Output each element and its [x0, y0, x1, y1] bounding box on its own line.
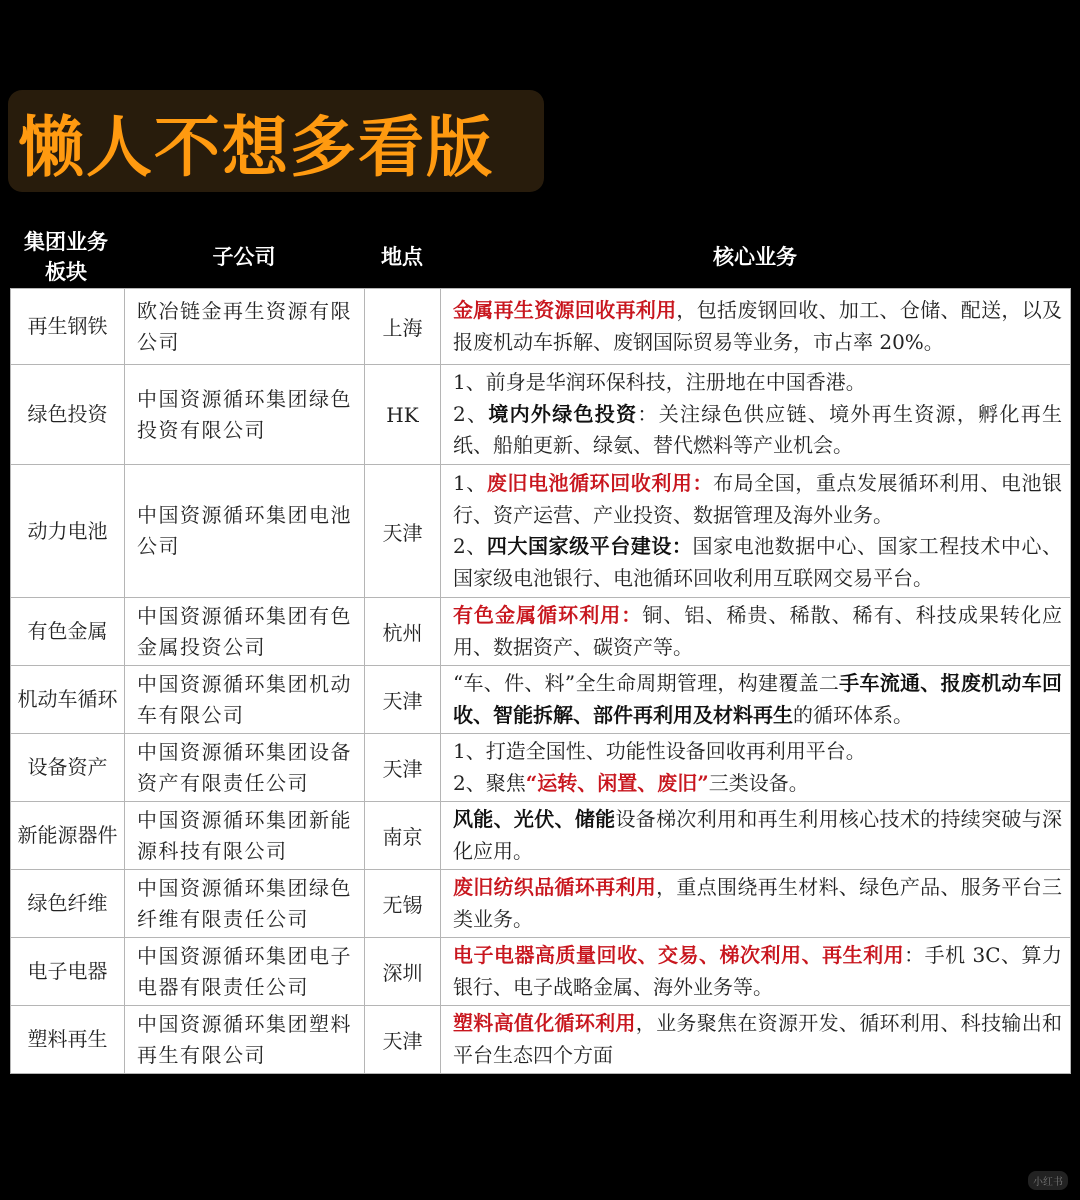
table-row — [11, 465, 1071, 598]
location-cell: 无锡 — [365, 870, 441, 938]
page-title: 懒人不想多看版 — [18, 108, 494, 186]
subsidiary-cell: 中国资源循环集团有色金属投资公司 — [125, 598, 365, 666]
segment-label: 绿色投资 — [27, 402, 108, 426]
core-business-cell — [441, 734, 1071, 802]
core-text: 设备梯次利用和再生利用核心技术的持续突破与深化应用。 — [453, 807, 1063, 863]
core-text: ：关注绿色供应链、境外再生资源，孵化再生纸、船舶更新、绿氨、替代燃料等产业机会。 — [453, 401, 1063, 458]
core-text: 2、 — [453, 401, 489, 426]
core-paragraph — [453, 940, 1062, 1003]
segment-label: 绿色纤维 — [27, 891, 108, 915]
core-text: ：手机 3C、算力银行、电子战略金属、海外业务等。 — [453, 943, 1063, 999]
core-paragraph — [453, 736, 1062, 768]
header-subsidiary: 子公司 — [212, 244, 276, 269]
core-business-cell — [441, 870, 1071, 938]
highlight-text: 有色金属循环利用： — [453, 603, 643, 627]
segment-label: 塑料再生 — [27, 1027, 108, 1051]
core-text: 2、 — [453, 534, 487, 558]
subsidiary-cell: 中国资源循环集团机动车有限公司 — [125, 666, 365, 734]
highlight-text: 废旧电池循环回收利用： — [486, 471, 714, 495]
table-row — [11, 598, 1071, 666]
location-cell: 天津 — [365, 465, 441, 598]
segment-cell — [11, 938, 125, 1006]
core-text: ，包括废钢回收、加工、仓储、配送，以及报废机动车拆解、废钢国际贸易等业务，市占率 20%。 — [453, 298, 1063, 354]
core-business-cell — [441, 1006, 1071, 1074]
highlight-text: 电子电器高质量回收、交易、梯次利用、再生利用 — [453, 943, 905, 967]
highlight-text: 塑料高值化循环利用 — [453, 1011, 636, 1035]
core-business-cell — [441, 465, 1071, 598]
location-cell: 上海 — [365, 289, 441, 365]
core-business-cell — [441, 666, 1071, 734]
table-row — [11, 802, 1071, 870]
core-paragraph — [453, 872, 1062, 935]
segment-label: 设备资产 — [27, 755, 108, 779]
location-cell: 杭州 — [365, 598, 441, 666]
core-paragraph — [453, 295, 1062, 358]
header-core: 核心业务 — [713, 244, 797, 269]
header-location: 地点 — [381, 244, 423, 269]
highlight-text: 金属再生资源回收再利用 — [453, 298, 677, 322]
segment-cell — [11, 870, 125, 938]
subsidiary-cell: 中国资源循环集团设备资产有限责任公司 — [125, 734, 365, 802]
location-cell: 天津 — [365, 666, 441, 734]
core-business-cell — [441, 802, 1071, 870]
core-text: 国家电池数据中心、国家工程技术中心、国家级电池银行、电池循环回收利用互联网交易平台。 — [453, 534, 1063, 590]
bold-text: 境内外绿色投资 — [488, 401, 638, 426]
location-cell: 天津 — [365, 734, 441, 802]
subsidiary-cell: 中国资源循环集团新能源科技有限公司 — [125, 802, 365, 870]
table-row — [11, 938, 1071, 1006]
segment-cell — [11, 734, 125, 802]
subsidiary-cell: 中国资源循环集团塑料再生有限公司 — [125, 1006, 365, 1074]
segment-cell — [11, 666, 125, 734]
subsidiary-cell: 中国资源循环集团绿色投资有限公司 — [125, 365, 365, 465]
core-text: 1、打造全国性、功能性设备回收再利用平台。 — [453, 739, 866, 763]
segment-cell — [11, 365, 125, 465]
business-table — [10, 288, 1071, 1074]
core-paragraph — [453, 1008, 1062, 1071]
header-segment: 集团业务板块 — [24, 229, 108, 284]
segment-cell — [11, 802, 125, 870]
core-business-cell — [441, 598, 1071, 666]
location-cell: 深圳 — [365, 938, 441, 1006]
subsidiary-cell: 中国资源循环集团电子电器有限责任公司 — [125, 938, 365, 1006]
core-text: “车、件、料”全生命周期管理，构建覆盖二 — [453, 671, 840, 695]
table-row — [11, 365, 1071, 465]
segment-label: 动力电池 — [27, 518, 108, 543]
core-business-cell — [441, 365, 1071, 465]
location-cell: 南京 — [365, 802, 441, 870]
core-text: ，业务聚焦在资源开发、循环利用、科技输出和平台生态四个方面 — [453, 1011, 1063, 1067]
segment-cell — [11, 465, 125, 598]
core-text: 1、 — [453, 471, 487, 495]
core-text: 2、聚焦 — [453, 770, 526, 795]
core-paragraph — [453, 399, 1062, 462]
table-row — [11, 734, 1071, 802]
table-row — [11, 1006, 1071, 1074]
bold-text: 手车流通、报废机动车回收、智能拆解、部件再利用及材料再生 — [453, 671, 1063, 727]
subsidiary-cell: 中国资源循环集团电池公司 — [125, 465, 365, 598]
core-business-cell — [441, 938, 1071, 1006]
segment-cell — [11, 289, 125, 365]
table-row — [11, 289, 1071, 365]
core-business-cell — [441, 289, 1071, 365]
core-paragraph — [453, 531, 1062, 594]
core-paragraph — [453, 600, 1062, 663]
core-paragraph — [453, 668, 1062, 731]
core-text: 铜、铝、稀贵、稀散、稀有、科技成果转化应用、数据资产、碳资产等。 — [453, 603, 1063, 659]
segment-label: 机动车循环 — [17, 687, 118, 711]
core-text: 1、前身是华润环保科技，注册地在中国香港。 — [453, 370, 866, 395]
segment-label: 电子电器 — [27, 959, 108, 983]
location-cell: 天津 — [365, 1006, 441, 1074]
bold-text: 风能、光伏、储能 — [453, 807, 616, 831]
subsidiary-cell: 中国资源循环集团绿色纤维有限责任公司 — [125, 870, 365, 938]
table-row — [11, 870, 1071, 938]
core-paragraph — [453, 768, 1062, 800]
segment-label: 有色金属 — [27, 619, 108, 643]
segment-label: 新能源器件 — [17, 823, 118, 847]
watermark: 小红书 — [1028, 1171, 1068, 1190]
highlight-text: 废旧纺织品循环再利用 — [453, 875, 657, 899]
location-cell: HK — [365, 365, 441, 465]
subsidiary-cell: 欧冶链金再生资源有限公司 — [125, 289, 365, 365]
bold-text: 四大国家级平台建设： — [486, 534, 693, 558]
core-paragraph — [453, 367, 1062, 399]
highlight-text: “运转、闲置、废旧” — [525, 770, 709, 795]
segment-cell — [11, 598, 125, 666]
core-text: 布局全国，重点发展循环利用、电池银行、资产运营、产业投资、数据管理及海外业务。 — [453, 471, 1063, 527]
segment-cell — [11, 1006, 125, 1074]
core-paragraph — [453, 804, 1062, 867]
title-banner — [8, 90, 544, 192]
core-paragraph — [453, 468, 1062, 531]
core-text: 三类设备。 — [708, 770, 809, 795]
core-text: 的循环体系。 — [793, 702, 913, 727]
segment-label: 再生钢铁 — [27, 314, 108, 338]
core-text: ，重点围绕再生材料、绿色产品、服务平台三类业务。 — [453, 875, 1063, 931]
table-row — [11, 666, 1071, 734]
